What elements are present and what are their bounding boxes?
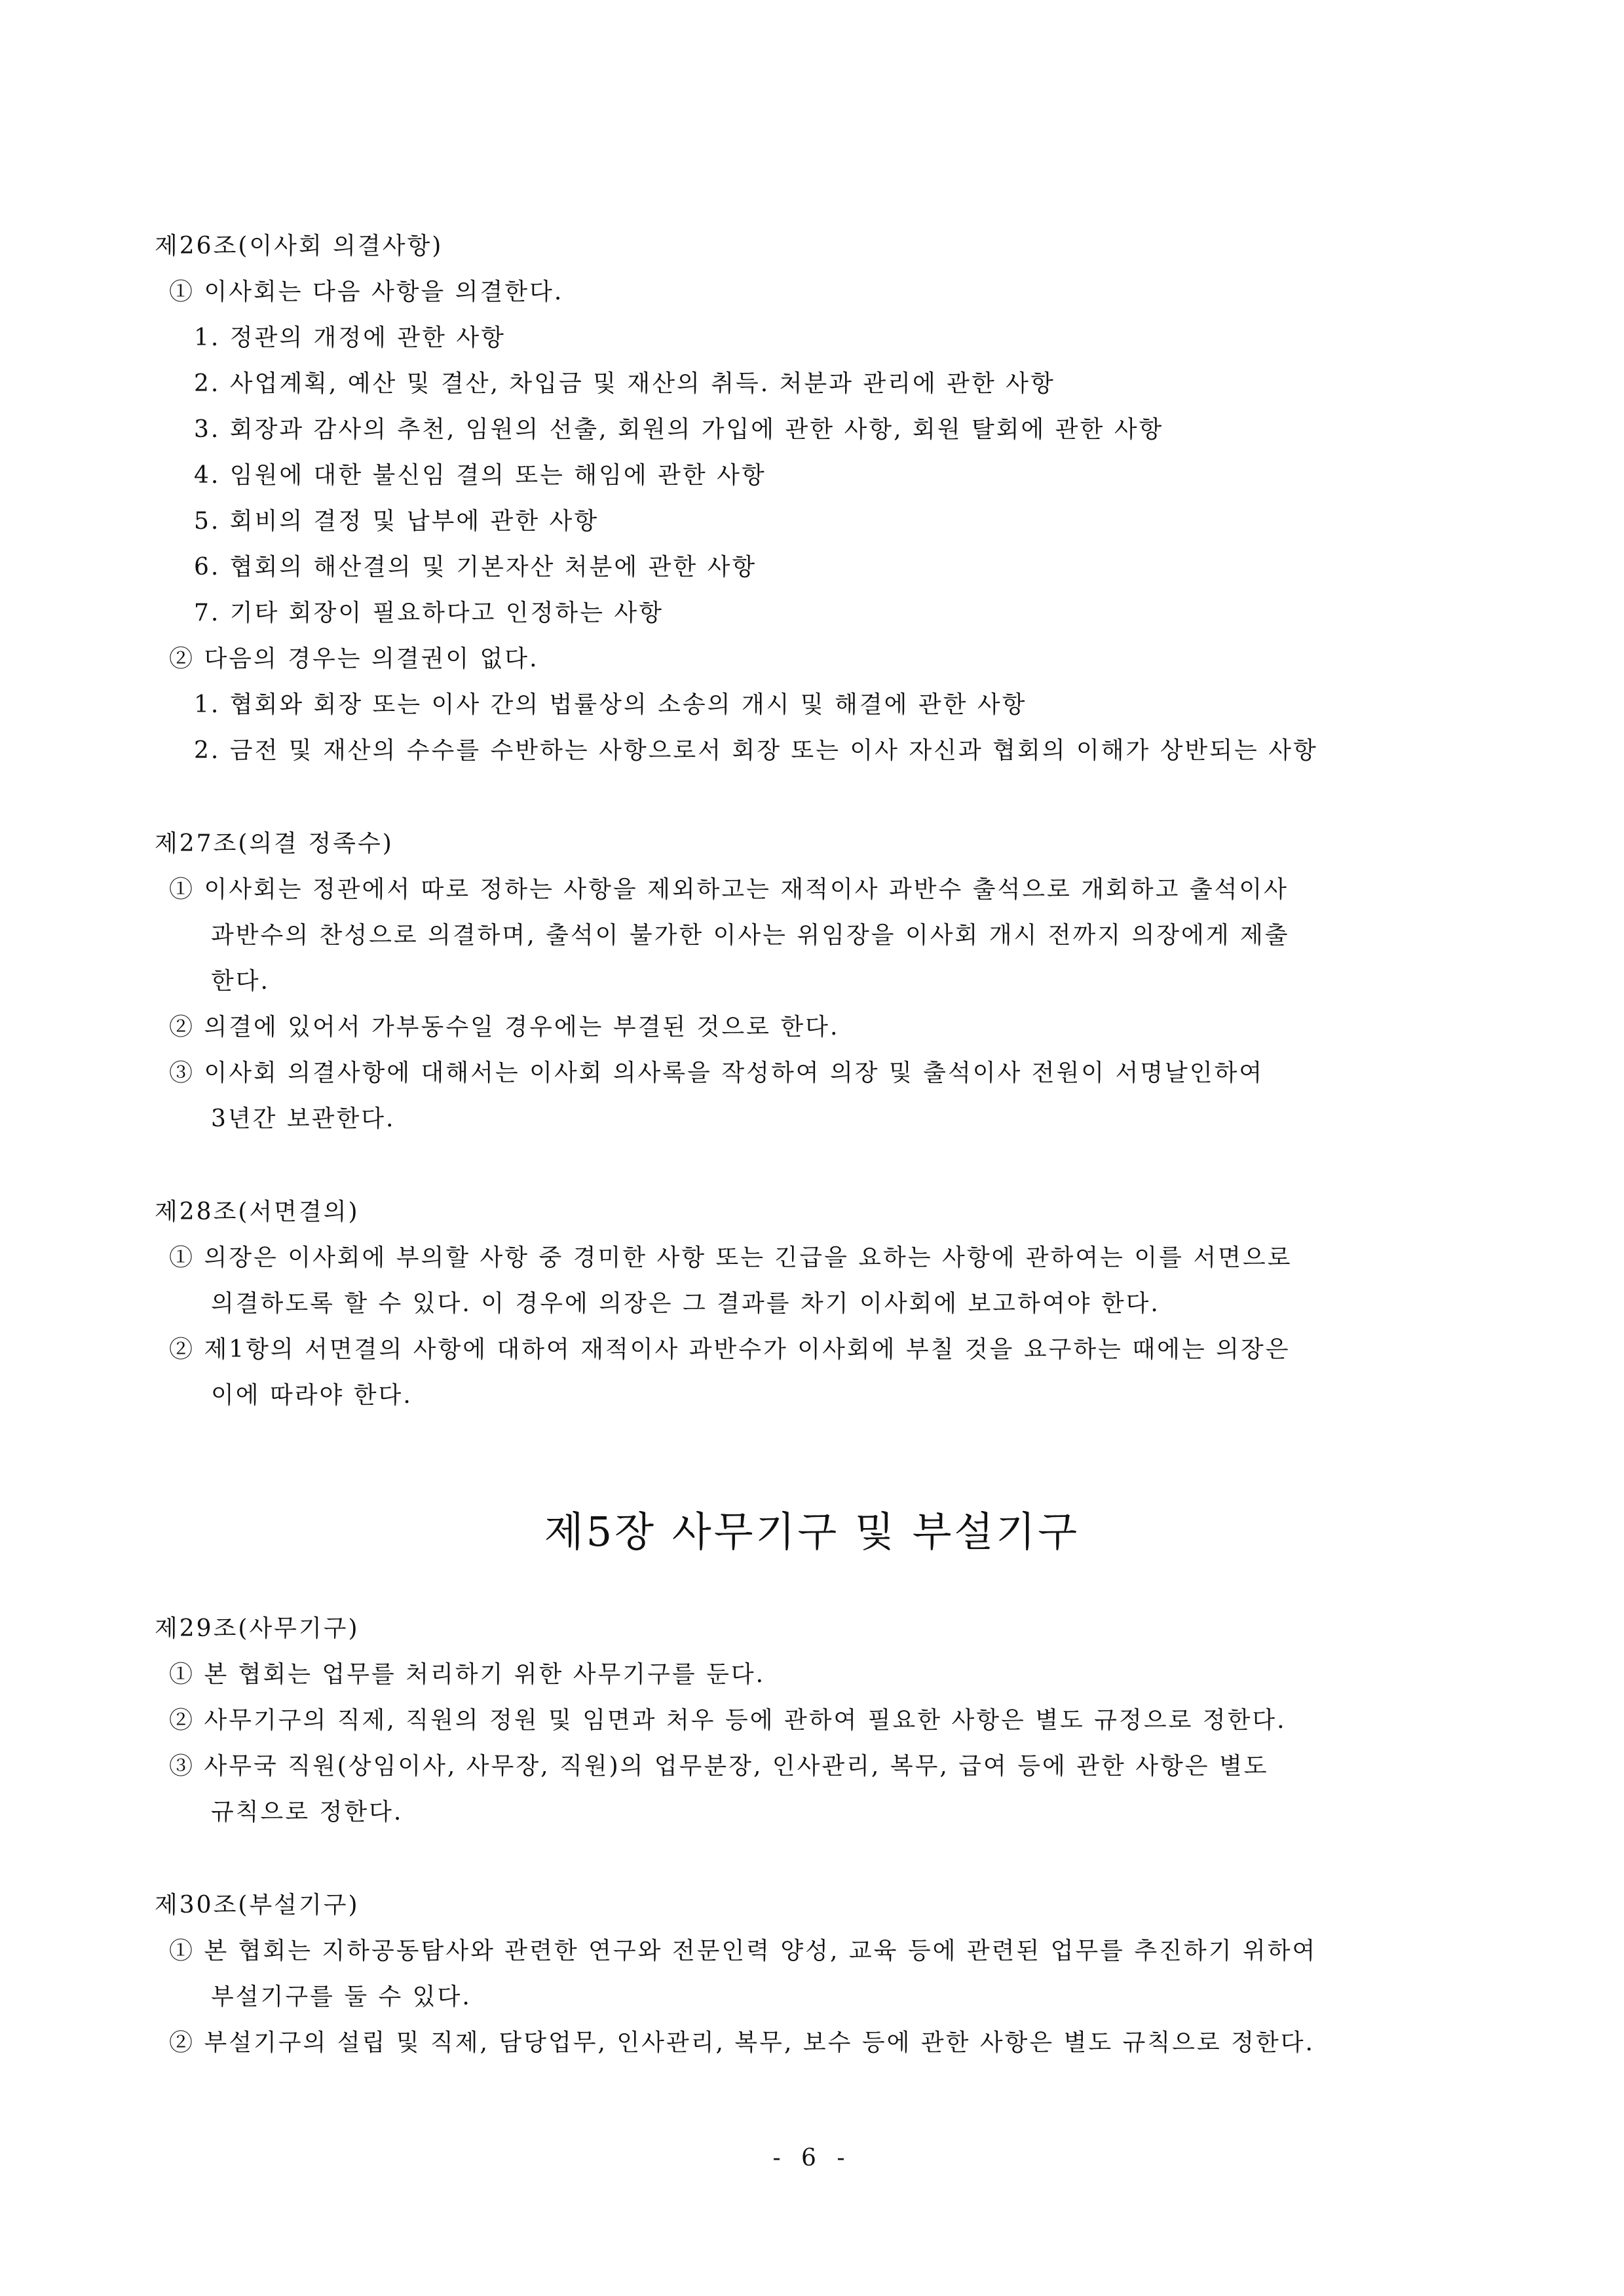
article-27-paragraph-1-line-2: 과반수의 찬성으로 의결하며, 출석이 불가한 이사는 위임장을 이사회 개시 전까지 의장에게 제출: [211, 922, 1290, 949]
article-26-item-7: 7. 기타 회장이 필요하다고 인정하는 사항: [194, 600, 664, 626]
article-29-paragraph-2: ② 사무기구의 직제, 직원의 정원 및 임면과 처우 등에 관하여 필요한 사항은 별도 규정으로 정한다.: [169, 1707, 1287, 1734]
article-26-item-2: 2. 사업계획, 예산 및 결산, 차입금 및 재산의 취득. 처분과 관리에 관한 사항: [194, 370, 1055, 397]
article-26-p2-item-1: 1. 협회와 회장 또는 이사 간의 법률상의 소송의 개시 및 해결에 관한 사항: [194, 691, 1027, 718]
article-27-paragraph-3-line-2: 3년간 보관한다.: [211, 1105, 396, 1132]
article-30-paragraph-1-line-1: ① 본 협회는 지하공동탐사와 관련한 연구와 전문인력 양성, 교육 등에 관련된 업무를 추진하기 위하여: [169, 1938, 1317, 1964]
article-30-paragraph-1-line-2: 부설기구를 둘 수 있다.: [211, 1983, 472, 2010]
page-number: - 6 -: [772, 2145, 852, 2172]
article-26-item-3: 3. 회장과 감사의 추천, 임원의 선출, 회원의 가입에 관한 사항, 회원 탈회에 관한 사항: [194, 416, 1164, 443]
chapter-5-title: 제5장 사무기구 및 부설기구: [544, 1508, 1080, 1556]
article-28-paragraph-2-line-1: ② 제1항의 서면결의 사항에 대하여 재적이사 과반수가 이사회에 부칠 것을 요구하는 때에는 의장은: [169, 1336, 1291, 1363]
article-26-item-4: 4. 임원에 대한 불신임 결의 또는 해임에 관한 사항: [194, 462, 766, 489]
article-26-heading: 제26조(이사회 의결사항): [155, 233, 444, 259]
article-26-item-5: 5. 회비의 결정 및 납부에 관한 사항: [194, 508, 599, 535]
article-26-item-1: 1. 정관의 개정에 관한 사항: [194, 324, 506, 351]
article-28-paragraph-2-line-2: 이에 따라야 한다.: [211, 1382, 413, 1409]
article-30-paragraph-2: ② 부설기구의 설립 및 직제, 담당업무, 인사관리, 복무, 보수 등에 관한 사항은 별도 규칙으로 정한다.: [169, 2029, 1315, 2056]
article-26-paragraph-1: ① 이사회는 다음 사항을 의결한다.: [169, 278, 564, 305]
article-26-p2-item-2: 2. 금전 및 재산의 수수를 수반하는 사항으로서 회장 또는 이사 자신과 협회의 이해가 상반되는 사항: [194, 737, 1318, 764]
article-27-paragraph-2: ② 의결에 있어서 가부동수일 경우에는 부결된 것으로 한다.: [169, 1014, 840, 1041]
article-29-paragraph-1: ① 본 협회는 업무를 처리하기 위한 사무기구를 둔다.: [169, 1661, 766, 1688]
article-28-heading: 제28조(서면결의): [155, 1198, 360, 1225]
article-27-paragraph-1-line-1: ① 이사회는 정관에서 따로 정하는 사항을 제외하고는 재적이사 과반수 출석으로 개회하고 출석이사: [169, 876, 1289, 903]
article-27-heading: 제27조(의결 정족수): [155, 830, 394, 857]
article-26-paragraph-2: ② 다음의 경우는 의결권이 없다.: [169, 645, 539, 672]
article-28-paragraph-1-line-1: ① 의장은 이사회에 부의할 사항 중 경미한 사항 또는 긴급을 요하는 사항에 관하여는 이를 서면으로: [169, 1244, 1293, 1271]
article-28-paragraph-1-line-2: 의결하도록 할 수 있다. 이 경우에 의장은 그 결과를 차기 이사회에 보고하여야 한다.: [211, 1290, 1160, 1317]
article-27-paragraph-3-line-1: ③ 이사회 의결사항에 대해서는 이사회 의사록을 작성하여 의장 및 출석이사 전원이 서명날인하여: [169, 1060, 1264, 1086]
article-27-paragraph-1-line-3: 한다.: [211, 968, 270, 995]
article-30-heading: 제30조(부설기구): [155, 1892, 360, 1919]
article-29-paragraph-3-line-1: ③ 사무국 직원(상임이사, 사무장, 직원)의 업무분장, 인사관리, 복무, 급여 등에 관한 사항은 별도: [169, 1753, 1269, 1780]
article-29-heading: 제29조(사무기구): [155, 1615, 360, 1642]
article-26-item-6: 6. 협회의 해산결의 및 기본자산 처분에 관한 사항: [194, 554, 757, 581]
article-29-paragraph-3-line-2: 규칙으로 정한다.: [211, 1799, 404, 1826]
